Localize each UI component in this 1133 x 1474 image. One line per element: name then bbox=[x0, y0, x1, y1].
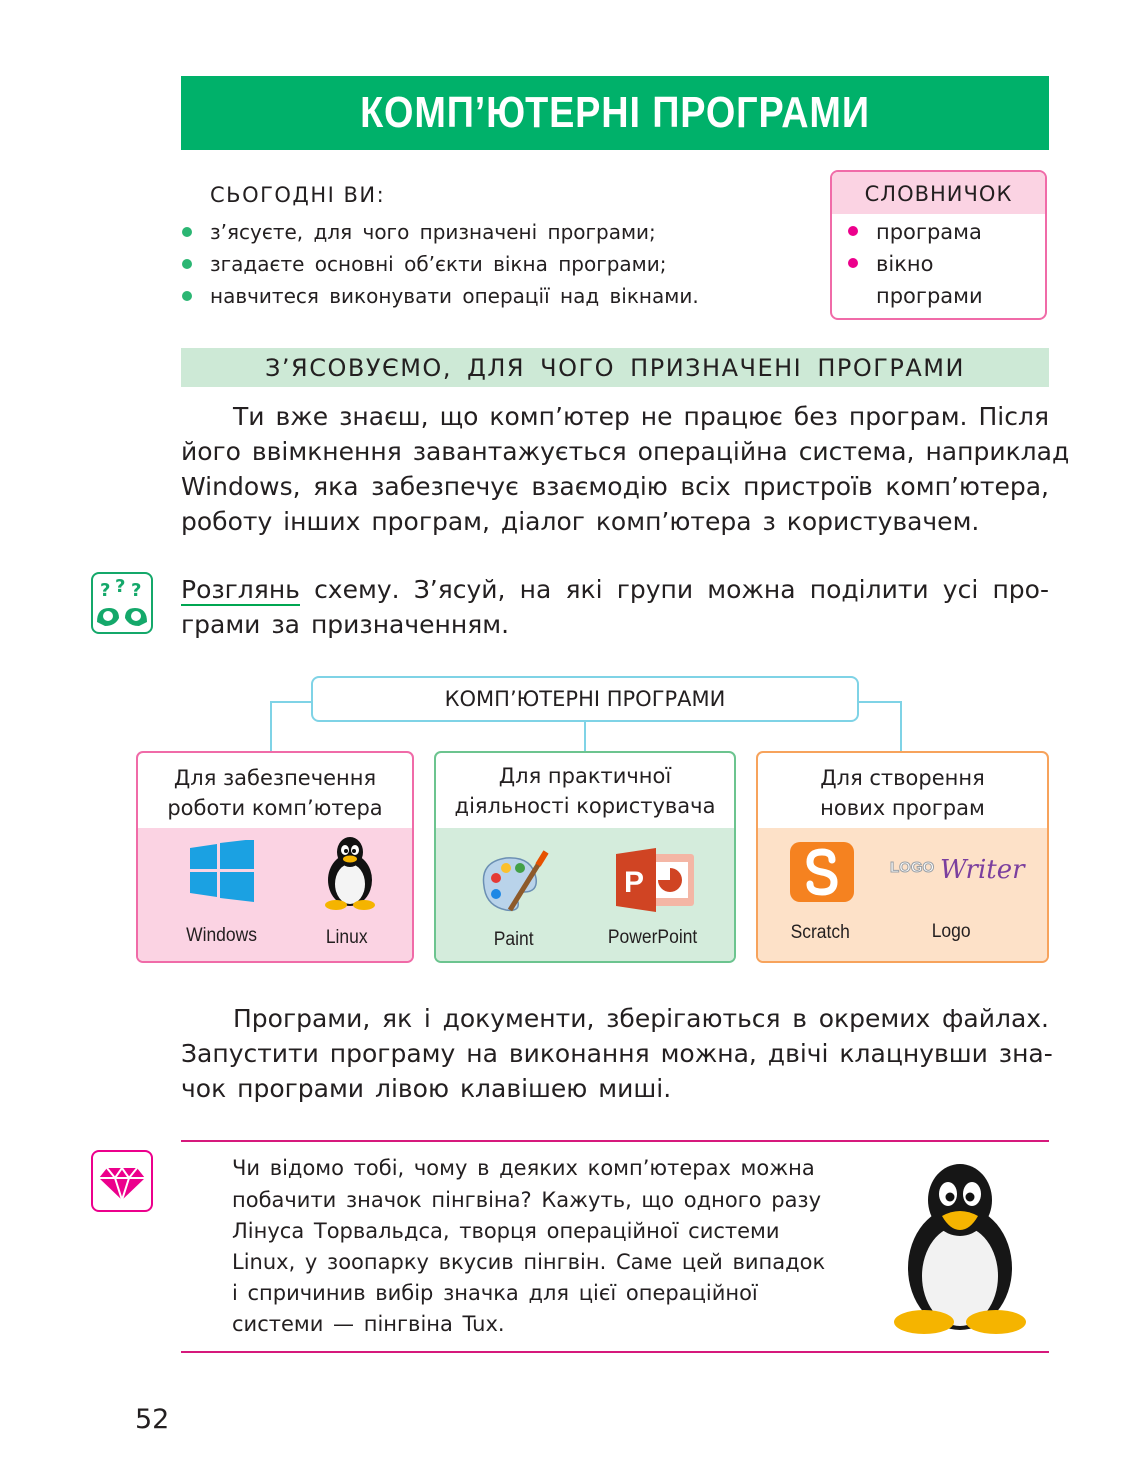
objectives-heading: СЬОГОДНІ ВИ: bbox=[210, 183, 386, 207]
svg-text:?: ? bbox=[131, 580, 142, 601]
objective-item: згадаєте основні об’єкти вікна програми; bbox=[182, 252, 667, 276]
objective-item: навчитеся виконувати операції над вікнами. bbox=[182, 284, 699, 308]
page-number: 52 bbox=[135, 1404, 170, 1435]
files-paragraph: Програми, як і документи, зберігаються в окремих файлах. Запустити програму на виконання можна, двічі клацнувши зна- чок програми лівою клавішею миші. bbox=[181, 1004, 1053, 1103]
fact-divider-top bbox=[181, 1140, 1049, 1142]
diagram-group-user: Для практичної діяльності користувача P Paint PowerPoint bbox=[434, 751, 736, 963]
section-heading: З’ЯСОВУЄМО, ДЛЯ ЧОГО ПРИЗНАЧЕНІ ПРОГРАМИ bbox=[265, 354, 965, 382]
paint-palette-icon bbox=[476, 848, 550, 916]
question-faces-icon bbox=[91, 572, 153, 634]
app-label-linux: Linux bbox=[325, 927, 368, 948]
bullet-icon bbox=[848, 258, 858, 268]
svg-text:LOGO: LOGO bbox=[890, 859, 935, 876]
fact-line: Чи відомо тобі, чому в деяких комп’ютерах можна bbox=[232, 1156, 815, 1180]
fact-line: Лінуса Торвальдса, творця операційної системи bbox=[232, 1219, 780, 1243]
tux-penguin-icon bbox=[318, 834, 382, 910]
diamond-icon bbox=[91, 1150, 153, 1212]
fact-line: Linux, у зоопарку вкусив пінгвін. Саме цей випадок bbox=[232, 1250, 826, 1274]
task-paragraph: Розглянь схему. З’ясуй, на які групи можна поділити усі про- грами за призначенням. bbox=[181, 575, 1049, 639]
svg-text:P: P bbox=[624, 866, 645, 899]
glossary-item: програми bbox=[876, 284, 983, 308]
tux-penguin-icon bbox=[890, 1158, 1030, 1338]
diagram-connector bbox=[900, 701, 902, 753]
svg-text:?: ? bbox=[100, 580, 111, 601]
diagram-connector bbox=[270, 701, 312, 703]
fact-line: і спричинив вибір значка для цієї операційної bbox=[232, 1281, 758, 1305]
scratch-icon bbox=[786, 840, 858, 904]
app-label-scratch: Scratch bbox=[790, 922, 850, 943]
logowriter-icon bbox=[888, 852, 1028, 892]
bullet-icon bbox=[848, 226, 858, 236]
glossary-item: вікно bbox=[848, 252, 933, 276]
diagram-group-programming: Для створення нових програм LOGO Writer Scratch Logo bbox=[756, 751, 1049, 963]
page-title: КОМП’ЮТЕРНІ ПРОГРАМИ bbox=[360, 88, 870, 137]
bullet-icon bbox=[182, 227, 192, 237]
svg-text:Writer: Writer bbox=[940, 855, 1025, 885]
bullet-icon bbox=[182, 291, 192, 301]
svg-text:?: ? bbox=[115, 576, 126, 597]
diagram-connector bbox=[858, 701, 902, 703]
title-banner bbox=[181, 76, 1049, 150]
section-heading-bar bbox=[181, 348, 1049, 387]
bullet-icon bbox=[182, 259, 192, 269]
app-label-windows: Windows bbox=[186, 925, 257, 946]
fact-line: побачити значок пінгвіна? Кажуть, що одного разу bbox=[232, 1188, 822, 1212]
fact-line: системи — пінгвіна Tux. bbox=[232, 1312, 505, 1336]
diagram-root-node: КОМП’ЮТЕРНІ ПРОГРАМИ bbox=[311, 676, 859, 722]
glossary-heading: СЛОВНИЧОК bbox=[832, 172, 1045, 214]
glossary-item: програма bbox=[848, 220, 982, 244]
windows-logo-icon bbox=[190, 840, 254, 902]
app-label-logo: Logo bbox=[931, 921, 971, 942]
fact-divider-bottom bbox=[181, 1351, 1049, 1353]
app-label-paint: Paint bbox=[493, 929, 534, 950]
intro-paragraph: Ти вже знаєш, що комп’ютер не працює без програм. Після його ввімкнення завантажується операційна система, наприклад Windows, яка забезпечує взаємодію всіх пристроїв комп’ютера, роботу інших програм, діалог комп’ютера з користувачем. bbox=[181, 402, 1070, 536]
objective-item: з’ясуєте, для чого призначені програми; bbox=[182, 220, 656, 244]
diagram-group-system: Для забезпечення роботи комп’ютера Windows Linux bbox=[136, 751, 414, 963]
app-label-powerpoint: PowerPoint bbox=[607, 927, 698, 948]
task-keyword: Розглянь bbox=[181, 575, 300, 604]
diagram-connector bbox=[584, 721, 586, 752]
diagram-connector bbox=[270, 701, 272, 753]
powerpoint-icon bbox=[616, 848, 696, 912]
glossary-box bbox=[830, 170, 1047, 320]
